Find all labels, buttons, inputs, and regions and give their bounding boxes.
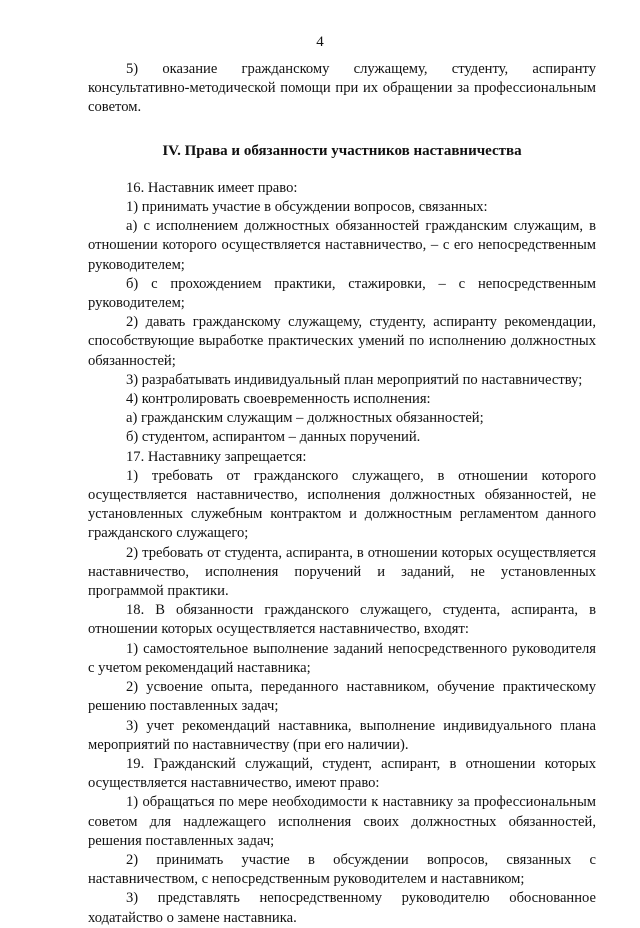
paragraph-18-2: 2) усвоение опыта, переданного наставником, обучение практическому решению поставленных задач; — [88, 679, 596, 715]
document-body — [88, 60, 596, 928]
paragraph-19-3: 3) представлять непосредственному руководителю обоснованное ходатайство о замене наставника. — [88, 890, 596, 926]
paragraph-16-4-a: а) гражданским служащим – должностных обязанностей; — [126, 410, 484, 427]
paragraph-18-3: 3) учет рекомендаций наставника, выполнение индивидуального плана мероприятий по наставничеству (при его наличии). — [88, 717, 596, 753]
paragraph-19: 19. Гражданский служащий, студент, аспирант, в отношении которых осуществляется наставничество, имеют право: — [88, 755, 596, 792]
paragraph-17-1: 1) требовать от гражданского служащего, в отношении которого осуществляется наставничество, исполнения должностных обязанностей, не установленных служебным контрактом и должностным регламентом данного гражданского служащего; — [88, 467, 596, 542]
paragraph-17-2: 2) требовать от студента, аспиранта, в отношении которых осуществляется наставничество, исполнения поручений и заданий, не установленных программой практики. — [88, 544, 596, 600]
page-number: 4 — [316, 34, 324, 50]
paragraph-19-2: 2) принимать участие в обсуждении вопросов, связанных с наставничеством, с непосредственным руководителем и наставником; — [88, 851, 596, 888]
paragraph-16: 16. Наставник имеет право: — [126, 179, 298, 196]
paragraph-16-3: 3) разрабатывать индивидуальный план мероприятий по наставничеству; — [126, 371, 583, 388]
paragraph-18-1: 1) самостоятельное выполнение заданий непосредственного руководителя с учетом рекомендаций наставника; — [88, 640, 596, 676]
paragraph-16-1-a: а) с исполнением должностных обязанностей гражданским служащим, в отношении которого осуществляется наставничество, – с его непосредственным руководителем; — [88, 218, 596, 273]
paragraph-17: 17. Наставнику запрещается: — [126, 448, 307, 465]
paragraph-item-5: 5) оказание гражданскому служащему, студенту, аспиранту консультативно-методической помощи при их обращении за профессиональным советом. — [88, 61, 596, 116]
paragraph-16-2: 2) давать гражданскому служащему, студенту, аспиранту рекомендации, способствующие выработке практических умений по исполнению должностных обязанностей; — [88, 314, 596, 369]
paragraph-16-4: 4) контролировать своевременность исполнения: — [126, 391, 431, 408]
paragraph-18: 18. В обязанности гражданского служащего, студента, аспиранта, в отношении которых осуществляется наставничество, входят: — [88, 602, 596, 638]
paragraph-16-1-b: б) с прохождением практики, стажировки, – с непосредственным руководителем; — [88, 275, 596, 312]
section-heading: IV. Права и обязанности участников наставничества — [162, 142, 522, 159]
paragraph-19-1: 1) обращаться по мере необходимости к наставнику за профессиональным советом для надлежащего исполнения своих должностных обязанностей, решения поставленных задач; — [88, 794, 596, 849]
paragraph-16-4-b: б) студентом, аспирантом – данных поручений. — [126, 429, 421, 446]
paragraph-16-1: 1) принимать участие в обсуждении вопросов, связанных: — [126, 199, 488, 216]
